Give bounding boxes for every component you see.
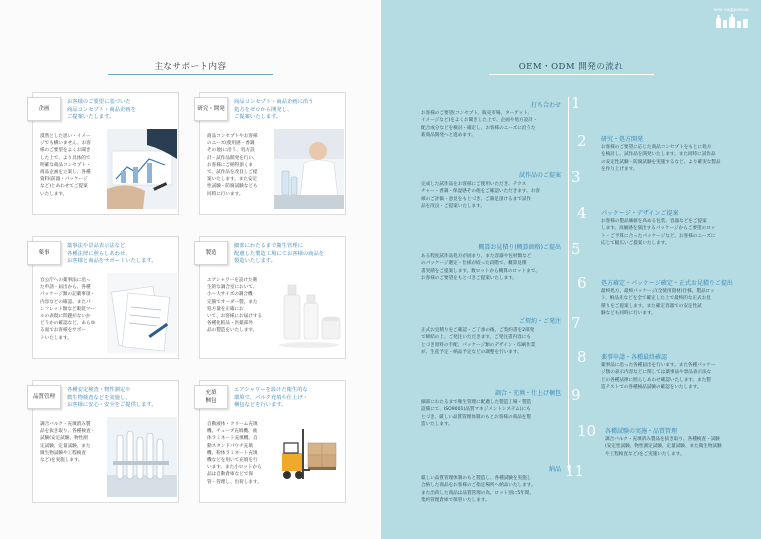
forklift-photo bbox=[274, 417, 344, 497]
step-number: 1 bbox=[571, 94, 581, 112]
card-tag: 品質管理 bbox=[27, 385, 61, 409]
right-title-rule bbox=[489, 74, 654, 75]
lab-photo bbox=[274, 129, 344, 209]
right-page-title: OEM・ODM 開発の流れ bbox=[518, 62, 624, 72]
card-tag: 企画 bbox=[27, 97, 61, 121]
left-page-title: 主なサポート内容 bbox=[154, 62, 227, 72]
card-research bbox=[199, 92, 346, 215]
step-description: 調合バルク・充填済み製品を抜き取り、各種検査・試験 (安定性試験、物性測定試験、定量試験、また微生物試験 や工程検査など)をご実施いたします。 bbox=[605, 437, 722, 457]
bottles-icon bbox=[715, 14, 749, 28]
card-quality-control bbox=[32, 380, 179, 503]
step-number: 10 bbox=[577, 422, 597, 440]
step-number: 2 bbox=[577, 132, 587, 150]
step-title: 薬事申請・各種最終確認 bbox=[601, 354, 668, 361]
card-manufacturing bbox=[199, 236, 346, 359]
card-headline: 商品コンセプト・商品企画に沿う 処方をゼロから開発し、 ご提案いたします。 bbox=[234, 99, 314, 121]
step-number: 5 bbox=[571, 240, 581, 258]
step-description: 薬事法に沿った各種届出を行います。また各種パッケー ジ類の表示内容などに関しては薬事法や景品表示法な どの各種法律に照らしあわせ確認いたします。また製 造テストでの各種検品試験の確認をいたします。 bbox=[601, 363, 716, 391]
step-number: 11 bbox=[565, 462, 585, 480]
step-description: ある程度試作品処方が固まり、また容器や包材類など のパッケージ選定・仕様が絞った段階で、概算見積 書実績をご提案します。数ロットから概算のロットまで、 お客様のご要望をもとづきご提案いたします。 bbox=[421, 254, 540, 282]
documents-photo bbox=[107, 273, 177, 353]
card-tag: 研究・開発 bbox=[194, 97, 228, 121]
right-page bbox=[381, 0, 761, 539]
cosmetic-bottles-photo bbox=[274, 273, 344, 353]
test-tubes-photo bbox=[107, 417, 177, 497]
left-title-rule bbox=[108, 74, 273, 75]
card-body: 自動液体・クリーム充填 機、チューブ充填機、液 体ラミネート充填機、自 動スタンドパウチ充填 機、粉体ラミネート充填 機などを用いて充填を行 います。また小ロットから 品は自動倉庫などで保 管・管理し、出荷します。 bbox=[207, 422, 262, 485]
step-number: 4 bbox=[577, 204, 587, 222]
card-headline: エアシャワーを設けた衛生的な 環境で、バルク充填や仕上げ・ 梱包などを行います。 bbox=[234, 387, 308, 409]
step-description: 細部にわたるまで衛生管理に配慮した製造工場・製造 設備にて、ISO9001(品質マネジメントシステム)にも とづき、厳しい品質管理体制のもとお客様の商品を製 造いたします。 bbox=[421, 400, 532, 428]
card-headline: お客様のご要望に基づいた 商品コンセプト・商品企画を ご提案いたします。 bbox=[67, 99, 136, 121]
card-body: 調合バルク・充填済み製 品を抜き取り、各種検査・ 試験(安定試験、物性測 定試験、定量試験、また 微生物試験や工程検査 など)を実施します。 bbox=[40, 422, 96, 464]
card-headline: 薬事法や景品表示法など 各種法律に照らしあわせ、 お客様と商品をサポートいたします。 bbox=[67, 243, 157, 265]
card-planning bbox=[32, 92, 179, 215]
step-description: 厳しい品質管理体制のもと製造し、各種試験を実施し 合格した商品をお客様のご指定場所へ納品いたします。 また出荷した商品は品質管理の為、ロット別に5年間、 集約管理倉庫で保管いたします。 bbox=[421, 476, 536, 504]
card-body: エアシャワーを設けた衛 生的な調合室において、 小～大サイズの調合機 完備でオーダー製、また 処方量を正確にお いて、お客様にお届けする 各種化粧品・医薬部外 品の製造をいたします。 bbox=[207, 278, 263, 334]
step-number: 8 bbox=[577, 348, 587, 366]
step-number: 7 bbox=[571, 314, 581, 332]
card-headline: 各種安定検査・物性測定や 微生物検査などを実施し、 お客様に安心・安全をご提供します。 bbox=[67, 387, 157, 409]
step-number: 6 bbox=[577, 274, 587, 292]
step-description: お客様のご要望(コンセプト、販売市場、ターゲット、 イメージなど)をよくお聞きした上で、企画や処方設計・ 配合成分などを検討・確定し、お客様のニーズに沿うた 新商品開発へと進めます。 bbox=[421, 111, 538, 139]
step-title: 各種試験の実施・品質管理 bbox=[605, 428, 678, 435]
card-tag: 製造 bbox=[194, 241, 228, 265]
meeting-photo bbox=[107, 129, 177, 209]
step-title: 打ち合わせ bbox=[530, 102, 561, 109]
step-description: 最終処方、最終パッケージ(全使用資材)仕様、製品ロッ ト、納品先などを全て確定した上で最終的な正式お見 積りをご提案します。また確定容器での安定性試 験なども同時に行います。 bbox=[601, 289, 715, 317]
step-title: ご契約・ご発注 bbox=[518, 318, 561, 325]
brand-text: new suggestion bbox=[713, 8, 749, 13]
card-tag: 薬事 bbox=[27, 241, 61, 265]
card-regulatory bbox=[32, 236, 179, 359]
step-description: お客様の製品価値を高める包装、容器などをご提案 します。高級感を演出するパッケージからご要望のロッ ト・ご予算に合ったパッケージなど、お客様のニーズに 応じて幅広いご提案いたします。 bbox=[601, 219, 716, 247]
step-title: 処方確定・パッケージ確定・正式お見積りご提出 bbox=[601, 280, 733, 287]
card-body: 官公庁への薬事法に沿っ た申請・届出から、各種 パッケージ類の記載事項・ 内容などの確認、またパ ンフレット類など販促ツー ルの表現に問題がないか どうかの確認など、あらゆ る面でお客様をサポー トいたします。 bbox=[40, 278, 96, 341]
step-title: 研究・処方開発 bbox=[601, 136, 644, 143]
step-title: 試作品のご提案 bbox=[518, 172, 561, 179]
card-tag: 充填 梱包 bbox=[194, 385, 228, 409]
brand-logo bbox=[713, 8, 749, 32]
card-filling-packaging bbox=[199, 380, 346, 503]
card-body: 漠然とした思い・イメー ジでも構いません。お客 様のご要望をよくお聞き した上で、より具体的で 明確な商品コンセプト・ 商品企画を立案し、各種 資料(前器・パッケージ など)とあわせてご提案 いたします。 bbox=[40, 134, 91, 197]
card-headline: 細部にわたるまで衛生管理に 配慮した製造工場にてお客様の商品を 製造いたします。 bbox=[234, 243, 325, 265]
step-description: お客様のご要望に応じた商品コンセプトをもとに処方 を検討し、試作品を開発いたします。また同時に試作品 の安定性試験・防腐試験を実施するなど、より確実な製品 を作り上げます。 bbox=[601, 145, 721, 173]
step-title: パッケージ・デザインご提案 bbox=[601, 210, 679, 217]
step-title: 調合・充填・仕上げ梱包 bbox=[494, 390, 561, 397]
step-description: 完成した試作品をお客様にご使用いただき、テクス チャー・香調・保湿感その他をご確認いただきます。お客 様のご評価・意見をもとづき、ご満足頂けるまで試作 品を改良・ご提案いたします。 bbox=[421, 182, 540, 210]
step-title: 納品 bbox=[548, 466, 561, 473]
timeline-line bbox=[568, 97, 569, 471]
card-body: 商品コンセプトやお客様 のニーズ(使用感・香調 その他)に沿う、処方設 計・試作品開発を行い、 お客様にご納得頂くま で、試作品を改良しご提 案いたします。また安定 性試験・防腐試験なども 同時に行います。 bbox=[207, 134, 258, 197]
step-title: 概算お見積り(概算価格)ご提出 bbox=[478, 244, 561, 251]
step-description: 正式お見積りをご確認・ご了承の後、ご契約書を2部発 で締結の上、ご発注いただきます。ご発注書内容にも とづき原料の手配、パッケージ類のデザイン・印刷作業 が、生産予定・納品予定などの調整を行います。 bbox=[421, 328, 536, 356]
step-number: 9 bbox=[571, 386, 581, 404]
step-number: 3 bbox=[571, 168, 581, 186]
